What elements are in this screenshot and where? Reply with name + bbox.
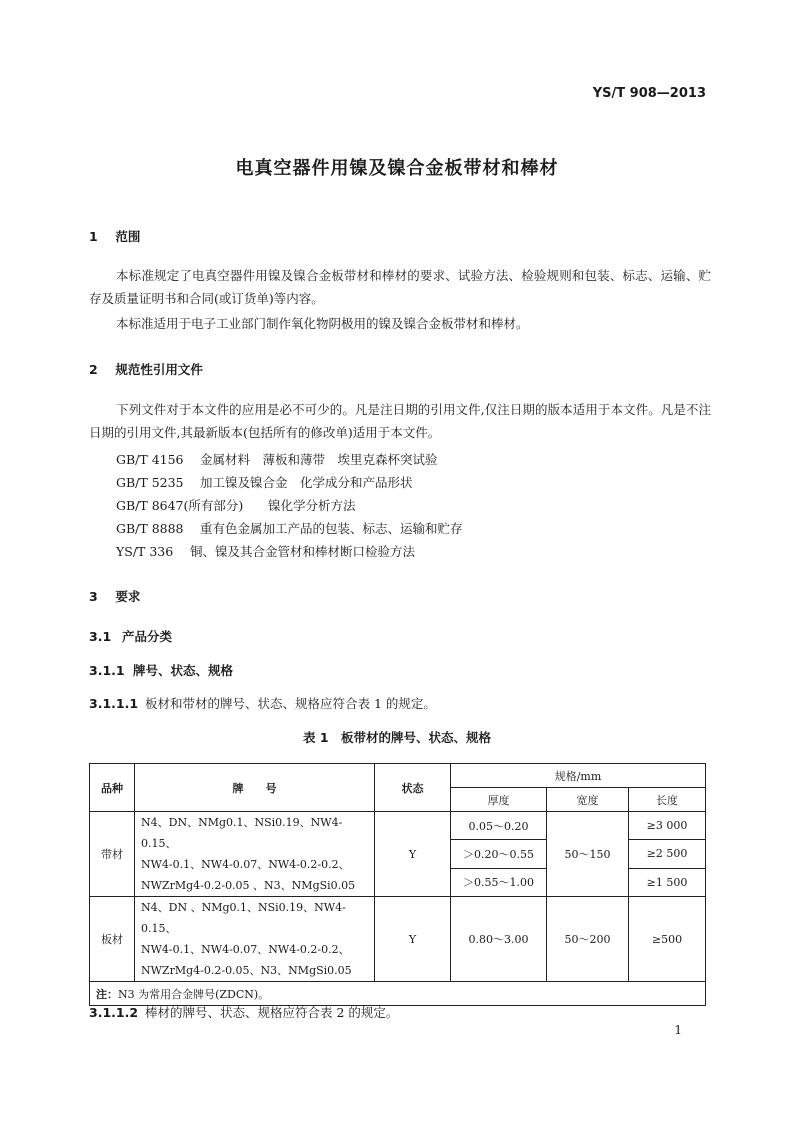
header-thickness: 厚度 xyxy=(451,788,547,812)
clause-title: 牌号、状态、规格 xyxy=(133,663,234,678)
clause-3-1-1-heading xyxy=(89,661,233,679)
grade-line: NW4-0.1、NW4-0.07、NW4-0.2-0.2、 xyxy=(141,943,350,956)
section-3-heading xyxy=(89,587,140,605)
note-text: N3 为常用合金牌号(ZDCN)。 xyxy=(118,987,270,1001)
note-label: 注： xyxy=(96,987,118,1001)
reference-item xyxy=(116,450,438,468)
table-row xyxy=(90,897,706,982)
grade-line: N4、DN、NMg0.1、NSi0.19、NW4-0.15、 xyxy=(141,816,343,850)
page-number: 1 xyxy=(674,1023,682,1037)
table-note xyxy=(90,982,706,1006)
clause-3-1-1-1 xyxy=(89,694,436,712)
section-1-paragraph-2: 本标准适用于电子工业部门制作氧化物阴极用的镍及镍合金板带材和棒材。 xyxy=(116,316,529,331)
section-1-heading xyxy=(89,227,140,245)
clause-3-1-1-2 xyxy=(89,1003,398,1021)
grade-line: N4、DN 、NMg0.1、NSi0.19、NW4-0.15、 xyxy=(141,901,346,935)
clause-number: 3.1.1.1 xyxy=(89,696,139,711)
cell-width: 50～200 xyxy=(547,897,629,982)
header-width: 宽度 xyxy=(547,788,629,812)
clause-3-1-heading xyxy=(89,627,172,645)
reference-name: 镍化学分析方法 xyxy=(268,498,356,513)
header-state: 状态 xyxy=(375,764,451,812)
reference-code: GB/T 8647(所有部分) xyxy=(116,498,244,513)
clause-number: 3.1.1.2 xyxy=(89,1005,139,1020)
cell-grade xyxy=(135,897,375,982)
cell-grade xyxy=(135,812,375,897)
cell-thickness: ＞0.20～0.55 xyxy=(451,840,547,868)
grade-line: NW4-0.1、NW4-0.07、NW4-0.2-0.2、 xyxy=(141,858,350,871)
clause-number: 3.1 xyxy=(89,629,112,644)
reference-code: GB/T 8888 xyxy=(116,521,184,536)
cell-thickness: ＞0.55～1.00 xyxy=(451,868,547,896)
cell-variety: 板材 xyxy=(90,897,135,982)
cell-variety: 带材 xyxy=(90,812,135,897)
reference-item xyxy=(116,519,463,537)
reference-name: 金属材料 薄板和薄带 埃里克森杯突试验 xyxy=(200,452,438,467)
clause-number: 3.1.1 xyxy=(89,663,125,678)
table-note-row xyxy=(90,982,706,1006)
grade-line: NWZrMg4-0.2-0.05 、N3、NMgSi0.05 xyxy=(141,879,356,892)
section-1-paragraph-1: 本标准规定了电真空器件用镍及镍合金板带材和棒材的要求、试验方法、检验规则和包装、标志、运输、贮存及质量证明书和合同(或订货单)等内容。 xyxy=(89,268,711,306)
cell-length: ≥2 500 xyxy=(629,840,706,868)
header-variety: 品种 xyxy=(90,764,135,812)
reference-code: GB/T 4156 xyxy=(116,452,184,467)
section-title: 范围 xyxy=(115,229,141,244)
reference-name: 铜、镍及其合金管材和棒材断口检验方法 xyxy=(190,544,416,559)
section-number: 1 xyxy=(89,229,98,244)
cell-thickness: 0.05～0.20 xyxy=(451,812,547,840)
section-2-paragraph-1: 下列文件对于本文件的应用是必不可少的。凡是注日期的引用文件,仅注日期的版本适用于本文件。凡是不注日期的引用文件,其最新版本(包括所有的修改单)适用于本文件。 xyxy=(89,402,711,440)
section-title: 要求 xyxy=(115,589,141,604)
reference-name: 重有色金属加工产品的包装、标志、运输和贮存 xyxy=(200,521,463,536)
standard-number: YS/T 908—2013 xyxy=(592,86,706,101)
section-number: 2 xyxy=(89,362,98,377)
section-2-heading xyxy=(89,360,203,378)
section-number: 3 xyxy=(89,589,98,604)
document-title: 电真空器件用镍及镍合金板带材和棒材 xyxy=(235,158,559,179)
table-1 xyxy=(89,763,706,1006)
cell-state: Y xyxy=(375,812,451,897)
cell-width: 50～150 xyxy=(547,812,629,897)
clause-text: 板材和带材的牌号、状态、规格应符合表 1 的规定。 xyxy=(145,696,436,711)
reference-code: GB/T 5235 xyxy=(116,475,184,490)
header-length: 长度 xyxy=(629,788,706,812)
cell-length: ≥1 500 xyxy=(629,868,706,896)
section-title: 规范性引用文件 xyxy=(115,362,203,377)
reference-name: 加工镍及镍合金 化学成分和产品形状 xyxy=(200,475,413,490)
header-grade: 牌 号 xyxy=(135,764,375,812)
cell-length: ≥3 000 xyxy=(629,812,706,840)
reference-item xyxy=(116,473,413,491)
table-row xyxy=(90,812,706,840)
reference-code: YS/T 336 xyxy=(116,544,174,559)
table-1-caption: 表 1 板带材的牌号、状态、规格 xyxy=(302,730,492,745)
clause-text: 棒材的牌号、状态、规格应符合表 2 的规定。 xyxy=(145,1005,399,1020)
table-header-row xyxy=(90,764,706,788)
cell-length: ≥500 xyxy=(629,897,706,982)
reference-item xyxy=(116,542,415,560)
header-spec: 规格/mm xyxy=(451,764,706,788)
grade-line: NWZrMg4-0.2-0.05、N3、NMgSi0.05 xyxy=(141,964,352,977)
cell-state: Y xyxy=(375,897,451,982)
cell-thickness: 0.80～3.00 xyxy=(451,897,547,982)
clause-title: 产品分类 xyxy=(122,629,173,644)
reference-item xyxy=(116,496,356,514)
